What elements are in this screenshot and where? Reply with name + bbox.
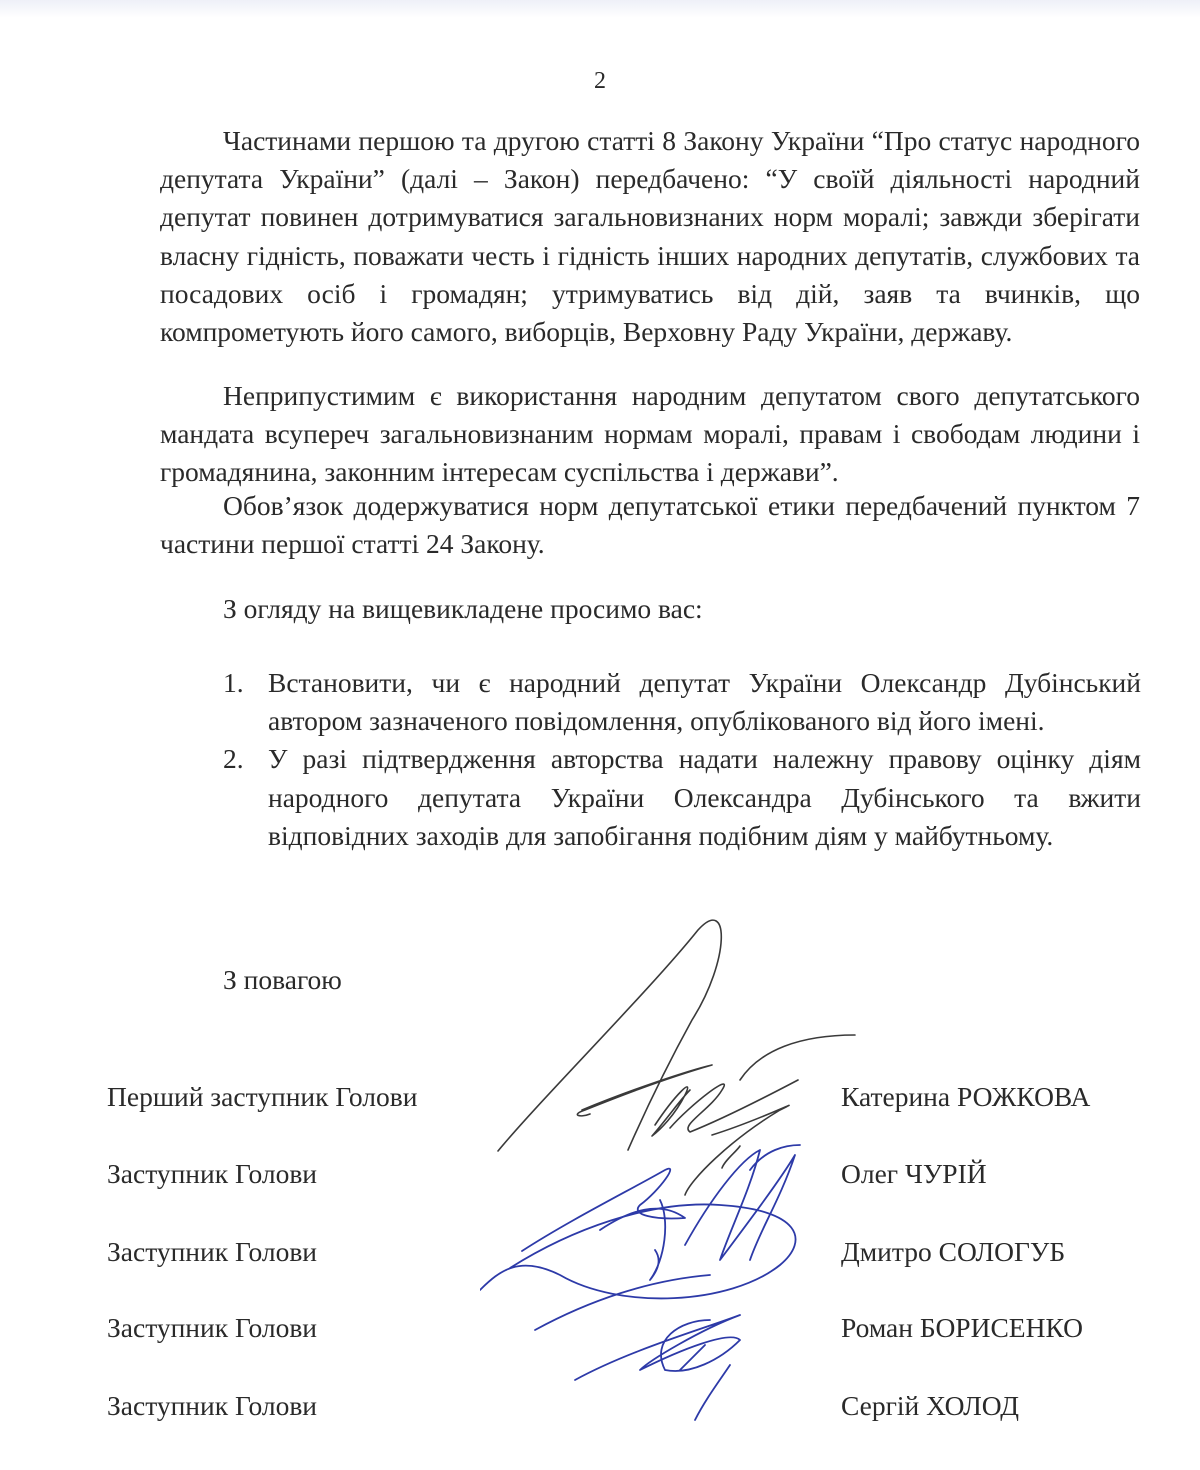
scan-top-shade	[0, 0, 1200, 18]
paragraph-text: Частинами першою та другою статті 8 Закону України “Про статус народного депутата України” (далі – Закон) передбачено: “У своїй діяльності народний депутат повинен дотримуватися загальновизнаних норм моралі; завжди зберігати власну гідність, поважати честь і гідність інших народних депутатів, службових та посадових осіб і громадян; утримуватись від дій, заяв та вчинків, що компрометують його самого, виборців, Верховну Раду України, державу.	[160, 125, 1140, 348]
signatory-name: Катерина РОЖКОВА	[841, 1081, 1091, 1112]
signatory-position: Заступник Голови	[107, 1158, 318, 1189]
signatory-position: Заступник Голови	[107, 1236, 318, 1267]
request-item	[223, 664, 1141, 740]
request-number: 2.	[223, 743, 244, 775]
signatory-name: Дмитро СОЛОГУБ	[841, 1236, 1066, 1267]
signatory-position: Заступник Голови	[107, 1312, 318, 1343]
request-list	[223, 664, 1141, 855]
signatory-row	[0, 1312, 1200, 1352]
request-item	[223, 740, 1141, 855]
paragraph-text: Неприпустимим є використання народним депутатом свого депутатського мандата всупереч загальновизнаним нормам моралі, правам і свободам людини і громадянина, законним інтересам суспільства і держави”.	[160, 380, 1140, 488]
request-text: У разі підтвердження авторства надати належну правову оцінку діям народного депутата України Олександра Дубінського та вжити відповідних заходів для запобігання подібним діям у майбутньому.	[268, 743, 1141, 851]
paragraph-law-article-8	[160, 122, 1140, 351]
signatory-row	[0, 1081, 1200, 1121]
page-number: 2	[594, 68, 606, 94]
paragraph-duty	[160, 487, 1140, 563]
paragraph-inadmissible	[160, 377, 1140, 492]
signatory-position: Перший заступник Голови	[107, 1081, 418, 1112]
signatory-row	[0, 1390, 1200, 1430]
signatory-name: Роман БОРИСЕНКО	[841, 1312, 1083, 1343]
request-number: 1.	[223, 667, 244, 698]
request-text: Встановити, чи є народний депутат України Олександр Дубінський автором зазначеного повідомлення, опублікованого від його імені.	[268, 667, 1141, 737]
paragraph-text: Обов’язок додержуватися норм депутатської етики передбачений пунктом 7 частини першої статті 24 Закону.	[160, 490, 1140, 560]
signatory-row	[0, 1158, 1200, 1198]
closing-salutation: З повагою	[223, 964, 342, 995]
signatory-position: Заступник Голови	[107, 1390, 318, 1421]
signatory-row	[0, 1236, 1200, 1276]
signature-black	[498, 920, 855, 1195]
signatory-name: Сергій ХОЛОД	[841, 1390, 1019, 1421]
request-intro: З огляду на вищевикладене просимо вас:	[223, 593, 703, 624]
signatory-name: Олег ЧУРІЙ	[841, 1158, 987, 1189]
